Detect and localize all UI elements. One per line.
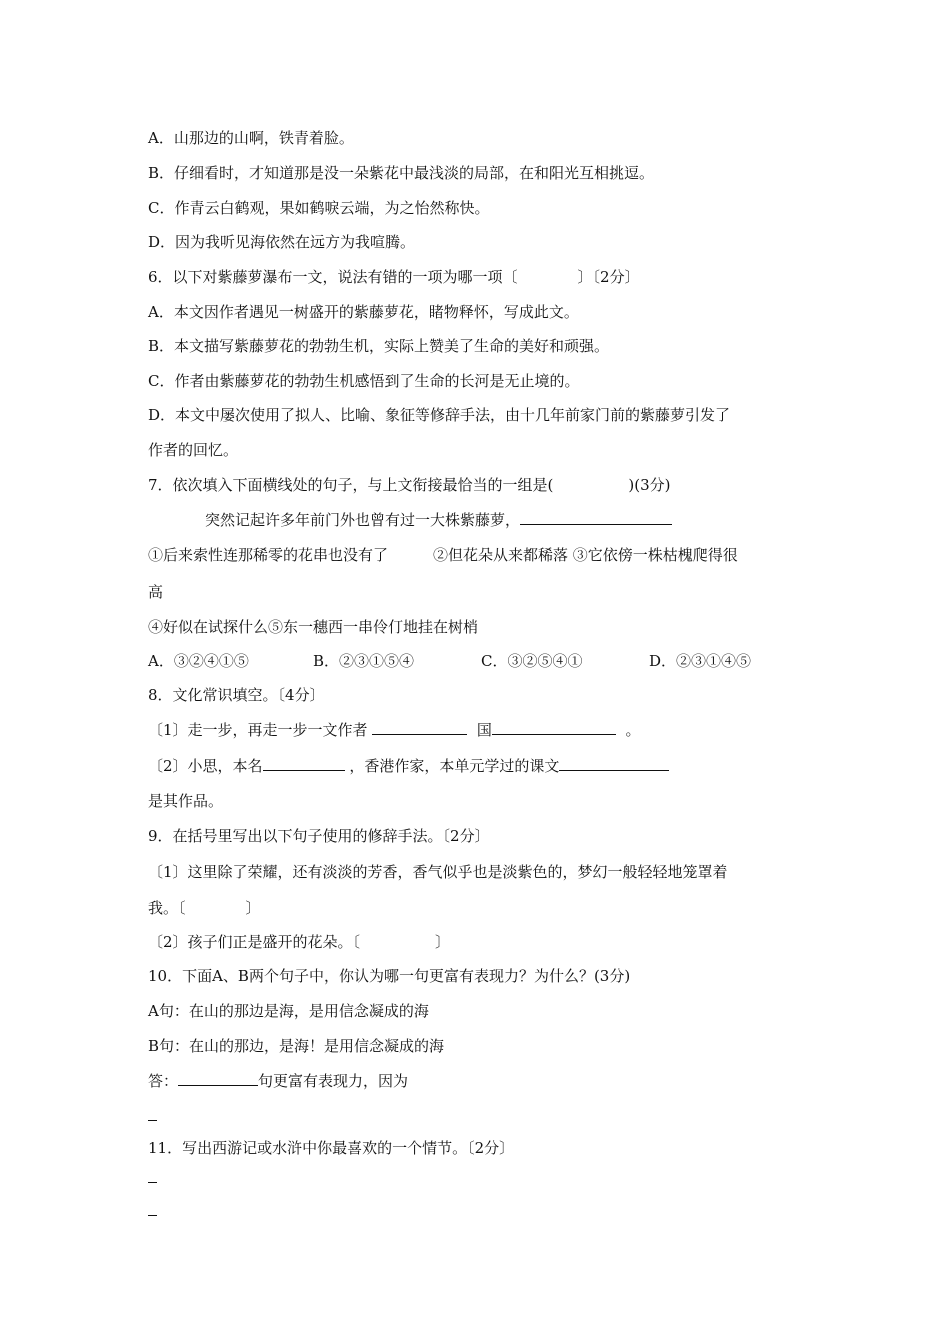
q10-answer-line[interactable] (148, 1120, 157, 1121)
q10-answer-label: 答： (148, 1072, 179, 1090)
q11-answer-line-2[interactable] (148, 1215, 157, 1216)
q10-sentence-b: B句：在山的那边，是海！是用信念凝成的海 (148, 1037, 445, 1055)
q8-author-blank[interactable] (372, 720, 467, 735)
q10-answer-blank[interactable] (178, 1071, 258, 1086)
q9-stem: 9．在括号里写出以下句子使用的修辞手法。〔2分〕 (148, 827, 490, 845)
q8-part1-text: 〔1〕走一步，再走一步一文作者 (148, 721, 368, 739)
q7-choice-c[interactable]: C．③②⑤④① (481, 652, 583, 670)
q7-sentence-text: 突然记起许多年前门外也曾有过一大株紫藤萝， (205, 511, 521, 529)
q7-blank[interactable] (520, 510, 672, 525)
q6-option-d: D．本文中屡次使用了拟人、比喻、象征等修辞手法，由十几年前家门前的紫藤萝引发了 (148, 406, 731, 424)
q7-choice-a[interactable]: A．③②④①⑤ (148, 652, 249, 670)
q6-stem: 6．以下对紫藤萝瀑布一文，说法有错的一项为哪一项〔 〕〔2分〕 (148, 268, 640, 286)
q10-answer-text: 句更富有表现力，因为 (258, 1072, 409, 1090)
q8-text-blank[interactable] (559, 756, 669, 771)
q7-choice-d[interactable]: D．②③①④⑤ (649, 652, 752, 670)
q6-option-d-cont: 作者的回忆。 (148, 441, 239, 459)
q7-choice-b[interactable]: B．②③①⑤④ (313, 652, 415, 670)
q8-part2 (148, 756, 669, 776)
q8-period: 。 (625, 721, 641, 739)
q7-items-line1-cont: 高 (148, 583, 164, 601)
q8-stem: 8．文化常识填空。〔4分〕 (148, 686, 325, 704)
q8-part2-text-b: ，香港作家，本单元学过的课文 (349, 757, 560, 775)
q6-option-c: C．作者由紫藤萝花的勃勃生机感悟到了生命的长河是无止境的。 (148, 372, 580, 390)
q11-answer-line-1[interactable] (148, 1182, 157, 1183)
q5-option-c: C．作青云白鹤观，果如鹤唳云端，为之怡然称快。 (148, 199, 490, 217)
q10-sentence-a: A句：在山的那边是海，是用信念凝成的海 (148, 1002, 429, 1020)
q7-sentence (205, 510, 672, 530)
q8-country-blank[interactable] (492, 720, 616, 735)
q9-sentence-2: 〔2〕孩子们正是盛开的花朵。〔 〕 (148, 933, 451, 951)
q6-option-b: B．本文描写紫藤萝花的勃勃生机，实际上赞美了生命的美好和顽强。 (148, 337, 610, 355)
q8-part2-text: 〔2〕小思，本名 (148, 757, 263, 775)
q9-sentence-1-cont: 我。〔 〕 (148, 899, 261, 917)
q9-sentence-1: 〔1〕这里除了荣耀，还有淡淡的芳香，香气似乎也是淡紫色的，梦幻一般轻轻地笼罩着 (148, 863, 728, 881)
q11-stem: 11．写出西游记或水浒中你最喜欢的一个情节。〔2分〕 (148, 1139, 515, 1157)
q7-choices (148, 651, 751, 671)
q10-stem: 10．下面A、B两个句子中，你认为哪一句更富有表现力？为什么？(3分) (148, 967, 631, 985)
q8-part1 (148, 720, 640, 740)
q6-option-a: A．本文因作者遇见一树盛开的紫藤萝花，睹物释怀，写成此文。 (148, 303, 579, 321)
q7-items-line1: ①后来索性连那稀零的花串也没有了 ②但花朵从来都稀落 ③它依傍一株枯槐爬得很 (148, 546, 738, 564)
q7-items-line2: ④好似在试探什么⑤东一穗西一串伶仃地挂在树梢 (148, 618, 479, 636)
q5-option-d: D．因为我听见海依然在远方为我喧腾。 (148, 233, 416, 251)
q8-part2-cont: 是其作品。 (148, 792, 224, 810)
q5-option-a: A．山那边的山啊，铁青着脸。 (148, 129, 354, 147)
q10-answer (148, 1071, 408, 1091)
q8-realname-blank[interactable] (263, 756, 345, 771)
q7-stem: 7．依次填入下面横线处的句子，与上文衔接最恰当的一组是( )(3分) (148, 476, 671, 494)
q5-option-b: B．仔细看时，才知道那是没一朵紫花中最浅淡的局部，在和阳光互相挑逗。 (148, 164, 655, 182)
q8-country-label: 国 (476, 721, 492, 739)
